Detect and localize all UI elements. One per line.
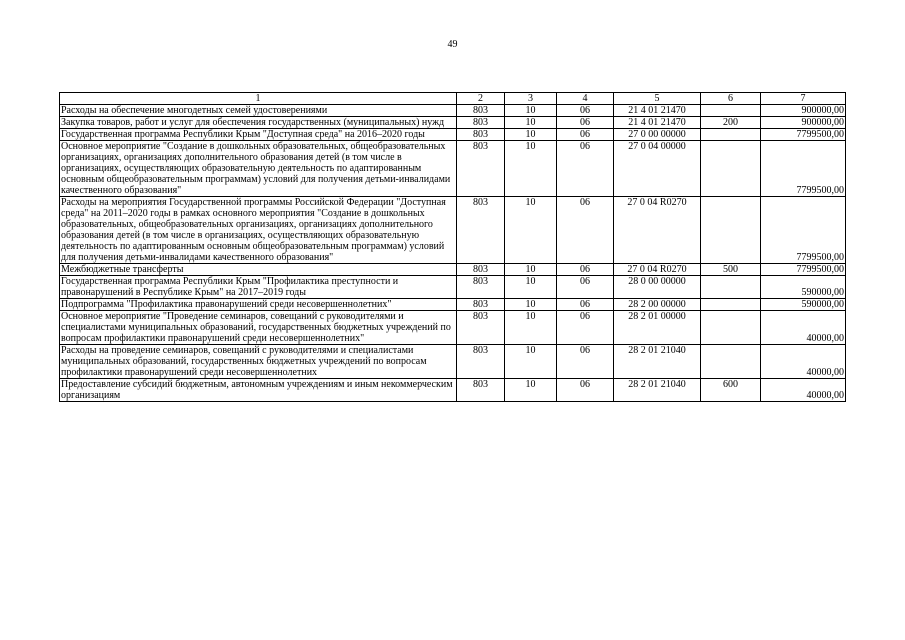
table-row <box>60 197 846 264</box>
table-row <box>60 264 846 276</box>
cell-amount: 7799500,00 <box>761 141 846 197</box>
cell-subsection: 06 <box>557 264 614 276</box>
cell-target-article: 28 0 00 00000 <box>614 276 701 299</box>
table-row <box>60 299 846 311</box>
table-header-row <box>60 93 846 105</box>
budget-table <box>59 92 846 402</box>
cell-target-article: 27 0 04 R0270 <box>614 197 701 264</box>
cell-ministry-code: 803 <box>457 299 505 311</box>
cell-ministry-code: 803 <box>457 105 505 117</box>
cell-name: Государственная программа Республики Крым "Профилактика преступности и правонарушений в Республике Крым" на 2017–2019 годы <box>60 276 457 299</box>
cell-section: 10 <box>505 141 557 197</box>
cell-expense-type: 600 <box>701 379 761 402</box>
cell-ministry-code: 803 <box>457 129 505 141</box>
cell-amount: 900000,00 <box>761 117 846 129</box>
cell-section: 10 <box>505 105 557 117</box>
cell-ministry-code: 803 <box>457 197 505 264</box>
cell-subsection: 06 <box>557 379 614 402</box>
table-row <box>60 311 846 345</box>
cell-target-article: 27 0 04 R0270 <box>614 264 701 276</box>
cell-expense-type <box>701 345 761 379</box>
cell-target-article: 28 2 00 00000 <box>614 299 701 311</box>
cell-name: Расходы на проведение семинаров, совещаний с руководителями и специалистами муниципальных образований, государственных бюджетных учреждений по вопросам профилактики правонарушений среди несовершеннолетних <box>60 345 457 379</box>
cell-subsection: 06 <box>557 197 614 264</box>
cell-section: 10 <box>505 345 557 379</box>
table-row <box>60 379 846 402</box>
header-col-5: 5 <box>614 93 701 105</box>
cell-name: Предоставление субсидий бюджетным, автономным учреждениям и иным некоммерческим организациям <box>60 379 457 402</box>
table-row <box>60 345 846 379</box>
table-row <box>60 129 846 141</box>
cell-subsection: 06 <box>557 345 614 379</box>
cell-name: Подпрограмма "Профилактика правонарушений среди несовершеннолетних" <box>60 299 457 311</box>
cell-expense-type <box>701 299 761 311</box>
cell-amount: 40000,00 <box>761 379 846 402</box>
cell-section: 10 <box>505 299 557 311</box>
cell-amount: 40000,00 <box>761 345 846 379</box>
table-body <box>60 93 846 402</box>
header-col-4: 4 <box>557 93 614 105</box>
cell-section: 10 <box>505 129 557 141</box>
table-row <box>60 105 846 117</box>
header-col-7: 7 <box>761 93 846 105</box>
cell-target-article: 28 2 01 21040 <box>614 345 701 379</box>
cell-ministry-code: 803 <box>457 276 505 299</box>
cell-ministry-code: 803 <box>457 264 505 276</box>
cell-subsection: 06 <box>557 117 614 129</box>
cell-subsection: 06 <box>557 141 614 197</box>
cell-expense-type: 500 <box>701 264 761 276</box>
cell-ministry-code: 803 <box>457 141 505 197</box>
cell-name: Расходы на мероприятия Государственной программы Российской Федерации "Доступная среда" на 2011–2020 годы в рамках основного мероприятия "Создание в дошкольных образовательных, общеобразовательных организациях, организациях дополнительного образования детей (в том числе в организациях, осуществляющих образовательную деятельность по адаптированным основным общеобразовательным программам) условий для получения детьми-инвалидами качественного образования" <box>60 197 457 264</box>
cell-name: Межбюджетные трансферты <box>60 264 457 276</box>
cell-target-article: 27 0 04 00000 <box>614 141 701 197</box>
cell-amount: 590000,00 <box>761 299 846 311</box>
table-row <box>60 276 846 299</box>
page-number: 49 <box>447 39 458 50</box>
cell-ministry-code: 803 <box>457 379 505 402</box>
cell-ministry-code: 803 <box>457 345 505 379</box>
cell-ministry-code: 803 <box>457 117 505 129</box>
cell-name: Закупка товаров, работ и услуг для обеспечения государственных (муниципальных) нужд <box>60 117 457 129</box>
header-col-1: 1 <box>60 93 457 105</box>
cell-subsection: 06 <box>557 105 614 117</box>
cell-amount: 7799500,00 <box>761 197 846 264</box>
cell-section: 10 <box>505 197 557 264</box>
cell-amount: 7799500,00 <box>761 129 846 141</box>
cell-amount: 40000,00 <box>761 311 846 345</box>
cell-subsection: 06 <box>557 299 614 311</box>
cell-section: 10 <box>505 379 557 402</box>
cell-ministry-code: 803 <box>457 311 505 345</box>
cell-expense-type <box>701 197 761 264</box>
cell-name: Расходы на обеспечение многодетных семей удостоверениями <box>60 105 457 117</box>
table-row <box>60 117 846 129</box>
cell-expense-type: 200 <box>701 117 761 129</box>
cell-name: Основное мероприятие "Создание в дошкольных образовательных, общеобразовательных организациях, организациях дополнительного образования детей (в том числе в организациях, осуществляющих образовательную деятельность по адаптированным основным общеобразовательным программам) условий для получения детьми-инвалидами качественного образования" <box>60 141 457 197</box>
cell-amount: 900000,00 <box>761 105 846 117</box>
cell-expense-type <box>701 276 761 299</box>
cell-name: Государственная программа Республики Крым "Доступная среда" на 2016–2020 годы <box>60 129 457 141</box>
header-col-2: 2 <box>457 93 505 105</box>
cell-section: 10 <box>505 276 557 299</box>
header-col-6: 6 <box>701 93 761 105</box>
cell-target-article: 21 4 01 21470 <box>614 117 701 129</box>
cell-subsection: 06 <box>557 129 614 141</box>
cell-amount: 590000,00 <box>761 276 846 299</box>
cell-expense-type <box>701 311 761 345</box>
cell-section: 10 <box>505 117 557 129</box>
cell-amount: 7799500,00 <box>761 264 846 276</box>
cell-section: 10 <box>505 311 557 345</box>
table-row <box>60 141 846 197</box>
cell-target-article: 28 2 01 00000 <box>614 311 701 345</box>
cell-subsection: 06 <box>557 276 614 299</box>
cell-subsection: 06 <box>557 311 614 345</box>
cell-target-article: 27 0 00 00000 <box>614 129 701 141</box>
cell-target-article: 21 4 01 21470 <box>614 105 701 117</box>
cell-expense-type <box>701 129 761 141</box>
cell-expense-type <box>701 141 761 197</box>
cell-target-article: 28 2 01 21040 <box>614 379 701 402</box>
cell-expense-type <box>701 105 761 117</box>
cell-section: 10 <box>505 264 557 276</box>
cell-name: Основное мероприятие "Проведение семинаров, совещаний с руководителями и специалистами муниципальных образований, государственных бюджетных учреждений по вопросам профилактики правонарушений среди несовершеннолетних" <box>60 311 457 345</box>
header-col-3: 3 <box>505 93 557 105</box>
